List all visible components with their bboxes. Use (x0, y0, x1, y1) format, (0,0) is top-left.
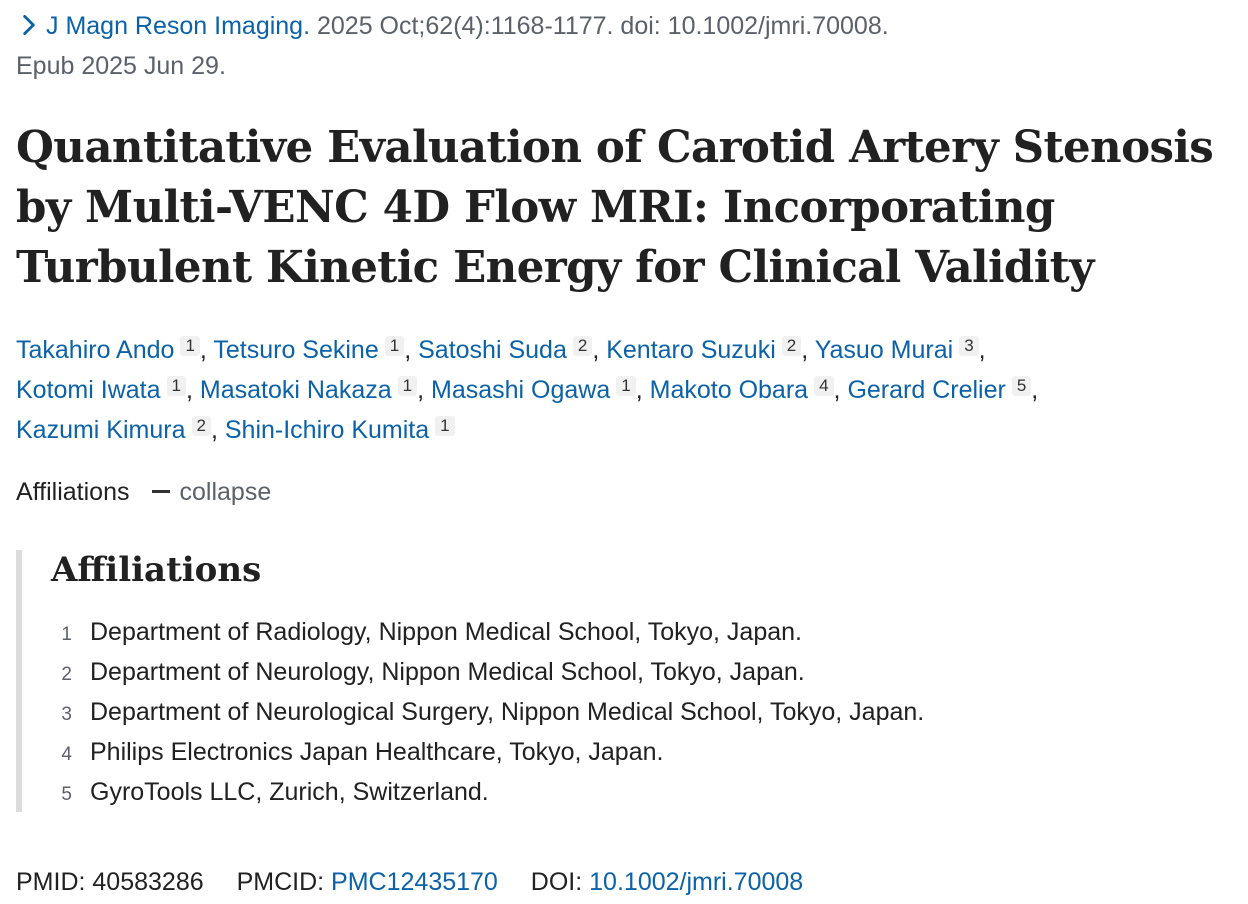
affiliation-text: Department of Neurology, Nippon Medical School, Tokyo, Japan. (90, 658, 805, 686)
affiliations-toggle-label: Affiliations (16, 478, 130, 506)
pmcid-label: PMCID: (236, 868, 325, 896)
affiliation-ref[interactable]: 2 (573, 336, 592, 356)
pmid-label: PMID: (16, 868, 86, 896)
affiliation-ref[interactable]: 1 (180, 336, 199, 356)
affiliation-item (51, 692, 924, 732)
author-item (200, 376, 417, 404)
author-link[interactable]: Yasuo Murai (814, 336, 954, 364)
article-title: Quantitative Evaluation of Carotid Artery Stenosis by Multi-VENC 4D Flow MRI: Incorporating Turbulent Kinetic Energy for Clinical Validity (16, 122, 1214, 293)
author-link[interactable]: Gerard Crelier (847, 376, 1006, 404)
minus-icon (152, 490, 170, 493)
affiliation-text: Department of Neurological Surgery, Nippon Medical School, Tokyo, Japan. (90, 698, 925, 726)
chevron-right-icon[interactable] (16, 12, 42, 38)
author-link[interactable]: Shin-Ichiro Kumita (224, 416, 430, 444)
journal-link[interactable]: J Magn Reson Imaging. (46, 12, 311, 40)
author-link[interactable]: Makoto Obara (649, 376, 809, 404)
affiliation-text: Philips Electronics Japan Healthcare, Tokyo, Japan. (90, 738, 664, 766)
author-item (847, 376, 1031, 404)
affiliation-ref[interactable]: 5 (1012, 376, 1031, 396)
affiliation-item (51, 732, 924, 772)
author-item (16, 336, 200, 364)
doi-link[interactable]: 10.1002/jmri.70008 (589, 868, 804, 896)
author-item (16, 416, 211, 444)
author-link[interactable]: Takahiro Ando (16, 336, 175, 364)
author-item (213, 336, 404, 364)
affiliation-ref[interactable]: 3 (959, 336, 978, 356)
author-item (815, 336, 979, 364)
affiliation-number: 2 (61, 664, 72, 685)
affiliation-ref[interactable]: 4 (814, 376, 833, 396)
affiliation-ref[interactable]: 1 (398, 376, 417, 396)
doi-label: DOI: (530, 868, 583, 896)
author-link[interactable]: Satoshi Suda (418, 336, 567, 364)
author-item (431, 376, 636, 404)
affiliation-text: Department of Radiology, Nippon Medical School, Tokyo, Japan. (90, 618, 802, 646)
affiliation-number: 4 (61, 744, 72, 765)
author-item (606, 336, 801, 364)
affiliation-ref[interactable]: 2 (782, 336, 801, 356)
author-link[interactable]: Kotomi Iwata (16, 376, 161, 404)
affiliation-ref[interactable]: 2 (192, 416, 211, 436)
author-link[interactable]: Masashi Ogawa (431, 376, 611, 404)
citation-line (16, 6, 889, 46)
pmid-value: 40583286 (92, 868, 204, 896)
affiliations-list (51, 612, 924, 812)
identifiers-line (16, 862, 803, 902)
affiliation-item (51, 652, 924, 692)
affiliation-ref[interactable]: 1 (385, 336, 404, 356)
affiliation-ref[interactable]: 1 (435, 416, 454, 436)
affiliation-number: 1 (61, 624, 72, 645)
affiliation-number: 3 (61, 704, 72, 725)
collapse-link[interactable]: collapse (179, 478, 272, 506)
affiliations-panel (16, 550, 1202, 812)
affiliation-item (51, 772, 924, 812)
epub-date: Epub 2025 Jun 29. (16, 52, 226, 80)
affiliation-text: GyroTools LLC, Zurich, Switzerland. (90, 778, 489, 806)
author-item (418, 336, 592, 364)
author-link[interactable]: Tetsuro Sekine (213, 336, 379, 364)
affiliations-heading: Affiliations (51, 550, 262, 590)
affiliation-number: 5 (61, 784, 72, 805)
author-link[interactable]: Kentaro Suzuki (606, 336, 776, 364)
author-item (16, 376, 186, 404)
author-item (225, 416, 455, 444)
affiliation-ref[interactable]: 1 (616, 376, 635, 396)
author-link[interactable]: Masatoki Nakaza (199, 376, 392, 404)
affiliation-item (51, 612, 924, 652)
citation-details: 2025 Oct;62(4):1168-1177. doi: 10.1002/jmri.70008. (316, 12, 889, 40)
author-list: Takahiro Ando 1 , Tetsuro Sekine 1 , Satoshi Suda 2 , Kentaro Suzuki 2 , Yasuo Murai 3 , Kotomi Iwata 1 , Masatoki Nakaza 1 , Masashi Ogawa 1 , Makoto Obara 4 , Gerard Crelier 5 , Kazumi Kimura 2 , Shin-Ichiro Kumita 1 (16, 336, 1039, 444)
affiliation-ref[interactable]: 1 (167, 376, 186, 396)
author-link[interactable]: Kazumi Kimura (16, 416, 186, 444)
pmcid-link[interactable]: PMC12435170 (331, 868, 498, 896)
affiliations-toggle[interactable] (16, 472, 271, 512)
author-item (650, 376, 834, 404)
